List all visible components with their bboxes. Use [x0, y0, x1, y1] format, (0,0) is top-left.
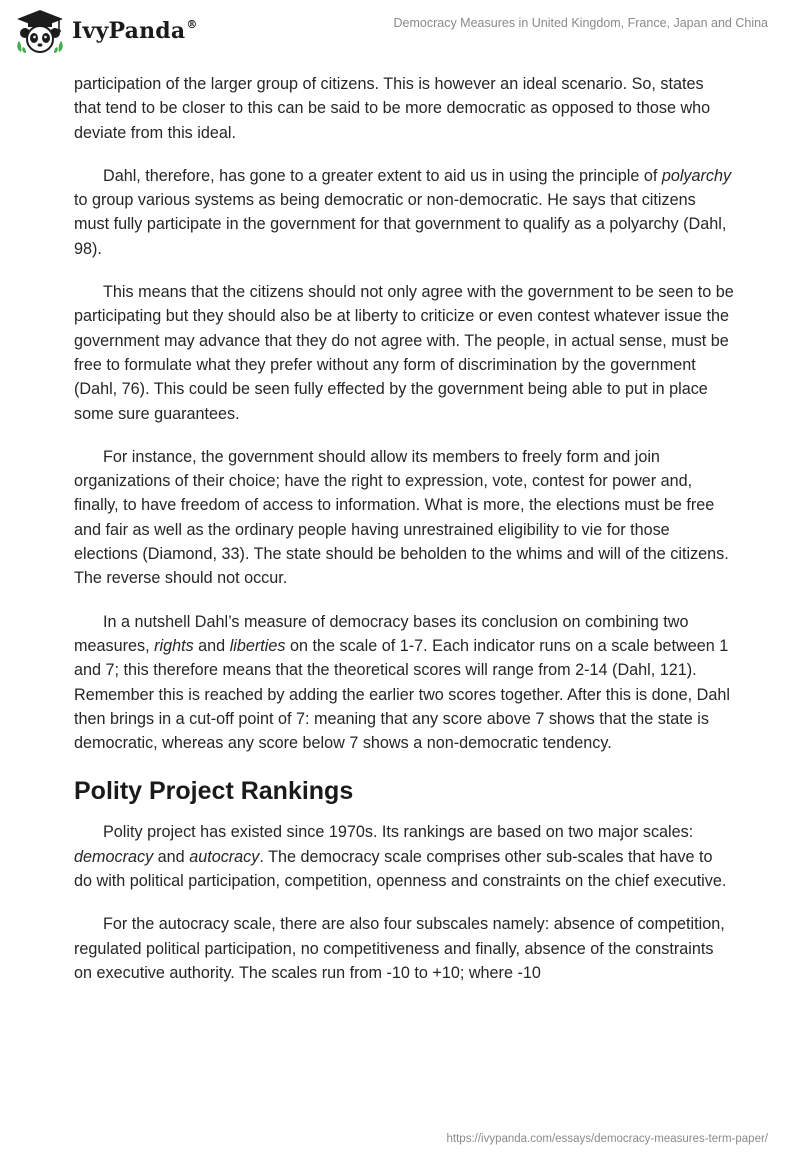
- paragraph: Polity project has existed since 1970s. Its rankings are based on two major scales: democracy and autocracy. The democracy scale comprises other sub-scales that have to do with political participation, competition, openness and constraints on the chief executive.: [74, 823, 727, 891]
- paragraph: participation of the larger group of citizens. This is however an ideal scenario. So, states that tend to be closer to this can be said to be more democratic as opposed to those who deviate from this ideal.: [74, 75, 711, 142]
- source-url[interactable]: https://ivypanda.com/essays/democracy-measures-term-paper/: [446, 1133, 768, 1145]
- paragraph: For the autocracy scale, there are also four subscales namely: absence of competition, regulated political participation, no competitiveness and finally, absence of the constraints on executive authority. The scales run from -10 to +10; where -10: [74, 915, 725, 982]
- section-heading: Polity Project Rankings: [74, 777, 354, 806]
- brand-name: IvyPanda®: [72, 18, 198, 44]
- paragraph: In a nutshell Dahl’s measure of democracy bases its conclusion on combining two measures, rights and liberties on the scale of 1-7. Each indicator runs on a scale between 1 and 7; this therefore means that the theoretical scores will range from 2-14 (Dahl, 121). Remember this is reached by adding the earlier two scores together. After this is done, Dahl then brings in a cut-off point of 7: meaning that any score above 7 shows that the state is democratic, whereas any score below 7 shows a non-democratic tendency.: [74, 612, 730, 753]
- paragraph: For instance, the government should allow its members to freely form and join organizations of their choice; have the right to expression, vote, contest for power and, finally, to have freedom of access to information. What is more, the elections must be free and fair as well as the ordinary people having unrestrained eligibility to vie for those elections (Diamond, 33). The state should be beholden to the whims and will of the citizens. The reverse should not occur.: [74, 447, 729, 588]
- essay-body: [74, 72, 734, 1004]
- panda-graduate-icon: [14, 8, 66, 54]
- paragraph: Dahl, therefore, has gone to a greater extent to aid us in using the principle of polyarchy to group various systems as being democratic or non-democratic. He says that citizens must fully participate in the government for that government to qualify as a polyarchy (Dahl, 98).: [74, 166, 732, 258]
- document-title: Democracy Measures in United Kingdom, France, Japan and China: [393, 16, 768, 30]
- paragraph: This means that the citizens should not only agree with the government to be seen to be participating but they should also be at liberty to criticize or even contest whatever issue the government may advance that they do not agree with. The people, in actual sense, must be free to formulate what they prefer without any form of discrimination by the government (Dahl, 76). This could be seen fully effected by the government being able to put in place some sure guarantees.: [74, 283, 734, 423]
- page-header: [0, 0, 800, 70]
- ivypanda-logo[interactable]: [14, 8, 198, 54]
